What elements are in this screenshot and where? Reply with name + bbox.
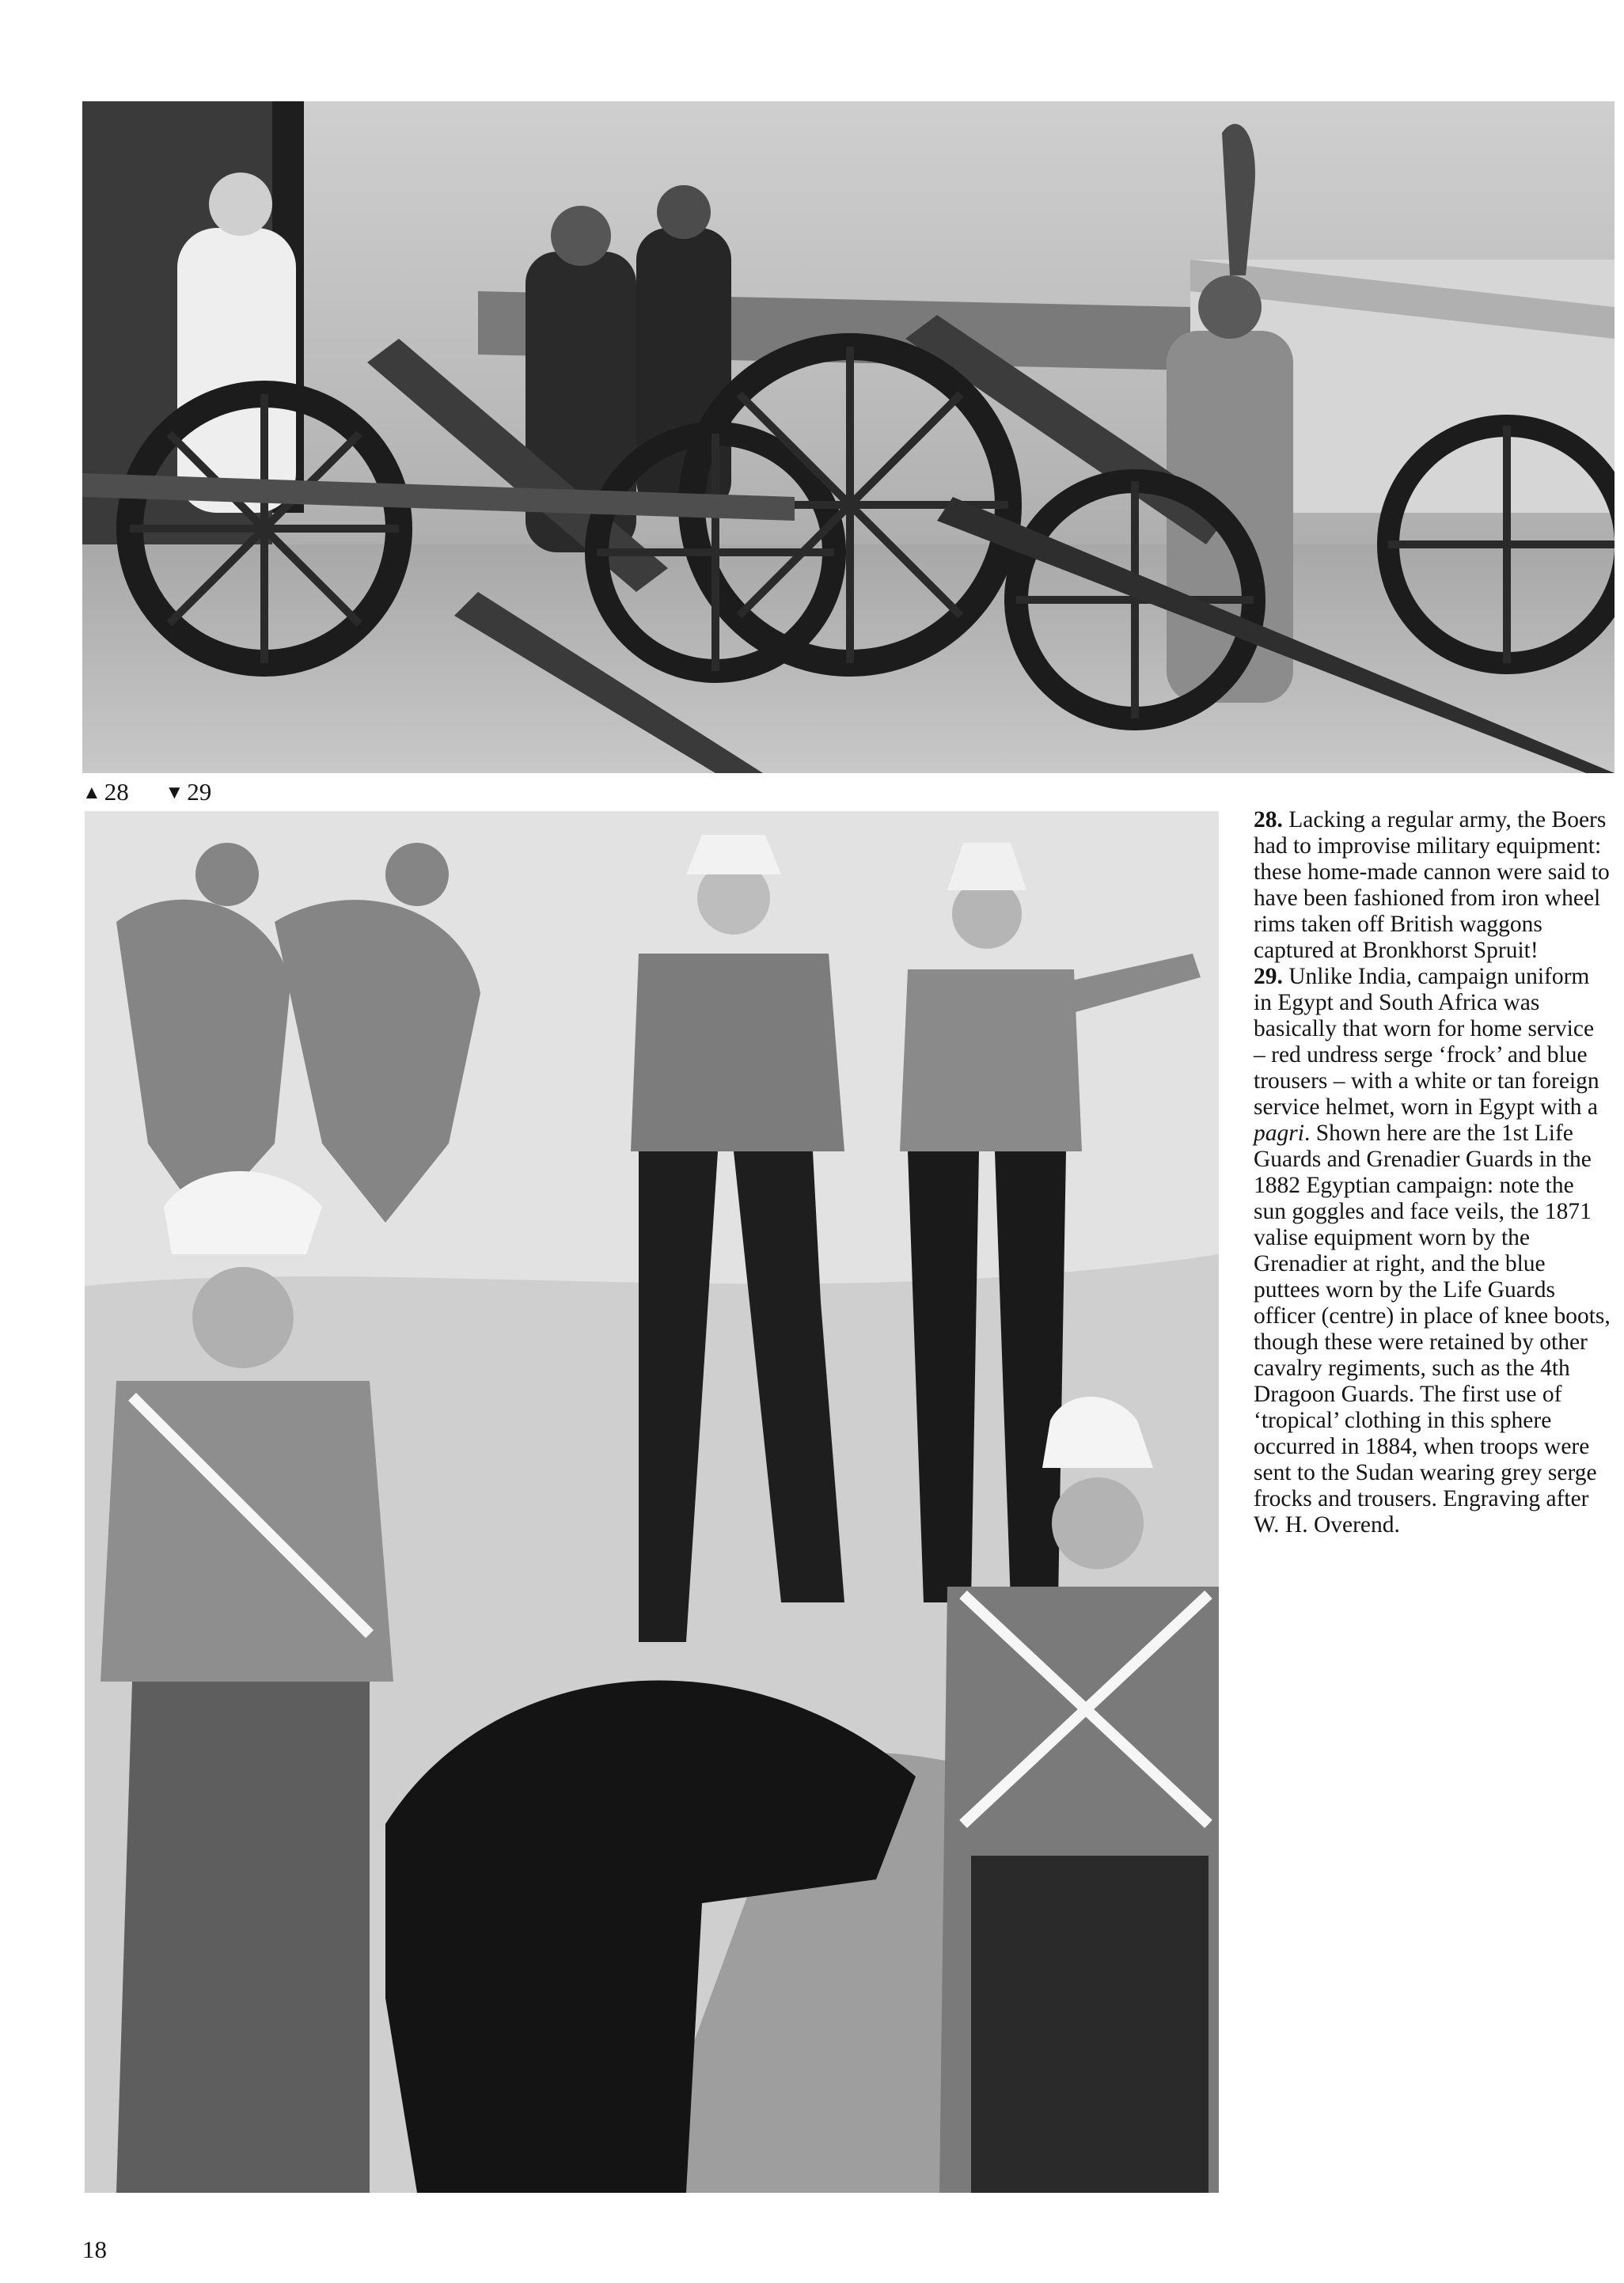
down-triangle-icon: ▼ (165, 783, 184, 803)
engraving-guards-egypt-drawing (85, 811, 1219, 2193)
engraving-guards-egypt (85, 811, 1219, 2193)
caption-29-text-start: Unlike India, campaign uniform in Egypt and South Africa was basically that worn for home service – red undress serge ‘frock’ and blue trousers – with a white or tan foreign service helmet, worn in Egypt with a (1254, 964, 1599, 1120)
caption-28-text: Lacking a regular army, the Boers had to improvise military equipment: these home-made cannon were said to have been fashioned from iron wheel rims taken off British waggons captured at Bronkhorst Spruit! (1254, 807, 1610, 963)
up-triangle-icon: ▲ (82, 783, 101, 803)
plate-marker-28 (82, 779, 129, 806)
photo-boer-cannon-drawing (82, 101, 1615, 773)
plate-marker-28-number: 28 (104, 778, 129, 806)
caption-29 (1254, 964, 1611, 1538)
caption-28 (1254, 807, 1611, 964)
caption-28-number: 28. (1254, 807, 1283, 832)
plate-marker-29-number: 29 (187, 778, 212, 806)
caption-29-number: 29. (1254, 964, 1283, 989)
caption-column (1254, 807, 1611, 1538)
page-number: 18 (82, 2236, 107, 2263)
caption-29-italic-term: pagri (1254, 1121, 1304, 1146)
plate-markers (82, 779, 211, 806)
caption-29-text-end: . Shown here are the 1st Life Guards and Grenadier Guards in the 1882 Egyptian campaign: note the sun goggles and face veils, the 1871 valise equipment worn by the Grenadier at right, and the blue puttees worn by the Life Guards officer (centre) in place of knee boots, though these were retained by other cavalry regiments, such as the 4th Dragoon Guards. The first use of ‘tropical’ clothing in this sphere occurred in 1884, when troops were sent to the Sudan wearing grey serge frocks and trousers. Engraving after W. H. Overend. (1254, 1121, 1611, 1538)
plate-marker-29 (165, 779, 212, 806)
photo-boer-cannon (82, 101, 1615, 773)
